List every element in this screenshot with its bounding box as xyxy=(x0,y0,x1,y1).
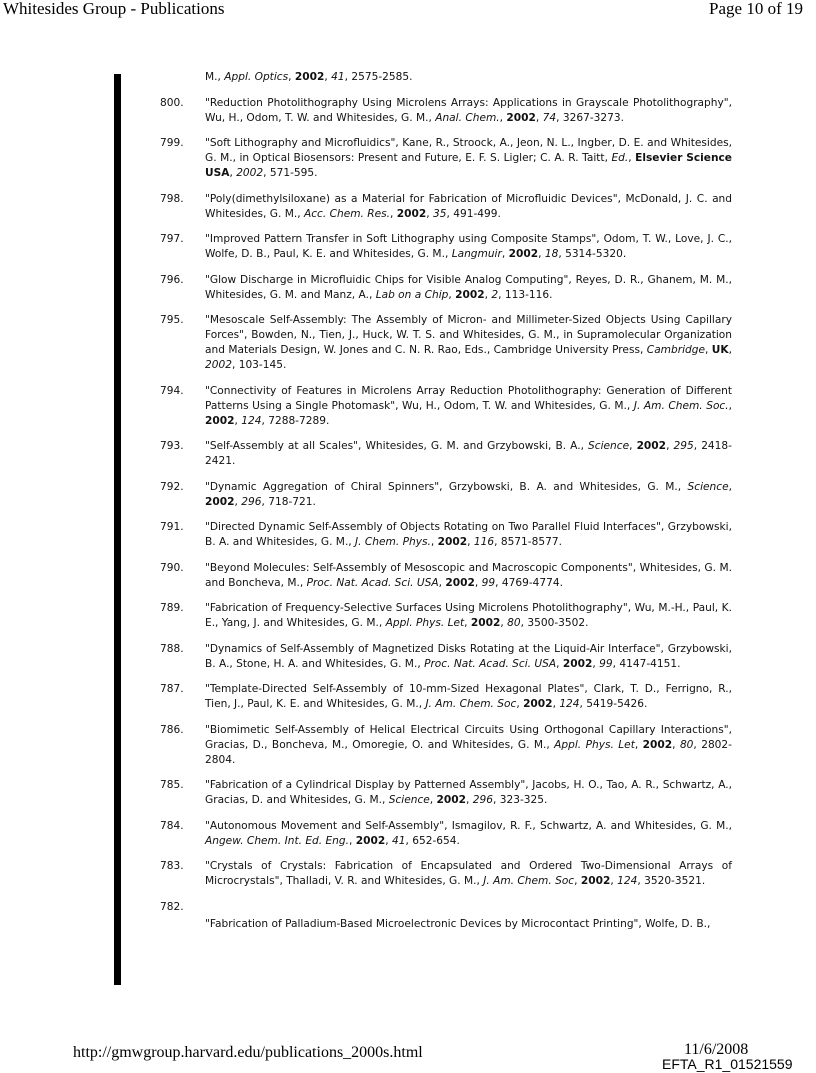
publication-entry xyxy=(160,96,732,126)
entry-volume: 80 xyxy=(507,617,521,629)
entry-journal: Appl. Phys. Let xyxy=(385,617,465,629)
entry-text: "Directed Dynamic Self-Assembly of Objects Rotating on Two Parallel Fluid Interfaces", Grzybowski, B. A. and Whitesides, G. M., xyxy=(205,521,732,548)
entry-text: "Biomimetic Self-Assembly of Helical Electrical Circuits Using Orthogonal Capillary Interactions", Gracias, D., Boncheva, M., Omoregie, O. and Whitesides, G. M., xyxy=(205,723,732,751)
continuation-entry xyxy=(160,70,732,85)
entry-volume: 41 xyxy=(331,71,345,83)
entry-body: "Crystals of Crystals: Fabrication of Encapsulated and Ordered Two-Dimensional Arrays of Microcrystals", Thalladi, V. R. and Whitesides, G. M., J. Am. Chem. Soc, 2002, 124, 3520-3521. xyxy=(205,860,732,887)
entry-journal: Angew. Chem. Int. Ed. Eng. xyxy=(205,834,349,847)
entry-journal: Appl. Optics xyxy=(224,71,289,83)
entry-pages: , 323-325. xyxy=(493,794,548,806)
entry-number: 794. xyxy=(160,384,184,397)
entry-number: 785. xyxy=(160,779,184,791)
entry-journal: Appl. Phys. Let xyxy=(554,738,635,751)
entry-number: 783. xyxy=(160,860,184,872)
publication-entry xyxy=(160,819,732,849)
entry-year: 2002 xyxy=(205,414,235,427)
entry-text: "Beyond Molecules: Self-Assembly of Mesoscopic and Macroscopic Components", Whitesides, G. M. and Boncheva, M., xyxy=(205,561,732,589)
entry-body: "Self-Assembly at all Scales", Whitesides, G. M. and Grzybowski, B. A., Science, 2002, 295, 2418-2421. xyxy=(205,440,732,467)
entry-body: "Fabrication of a Cylindrical Display by Patterned Assembly", Jacobs, H. O., Tao, A. R., Schwartz, A., Gracias, D. and Whitesides, G. M., Science, 2002, 296, 323-325. xyxy=(205,779,732,806)
entry-body: "Directed Dynamic Self-Assembly of Objects Rotating on Two Parallel Fluid Interfaces", Grzybowski, B. A. and Whitesides, G. M., J. Chem. Phys., 2002, 116, 8571-8577. xyxy=(205,521,732,548)
entry-journal: Science xyxy=(388,794,430,806)
entry-publisher: Elsevier Science USA xyxy=(205,152,732,179)
entry-journal: Langmuir xyxy=(451,248,502,260)
entry-sep: , xyxy=(324,71,332,83)
entry-pages: , 652-654. xyxy=(405,834,460,847)
entry-pages: , 103-145. xyxy=(231,359,287,371)
entry-year: 2002 xyxy=(642,738,673,751)
entry-volume: 99 xyxy=(481,576,496,589)
entry-text: "Crystals of Crystals: Fabrication of Encapsulated and Ordered Two-Dimensional Arrays of Microcrystals", Thalladi, V. R. and Whitesides, G. M., xyxy=(205,860,732,887)
publication-entry xyxy=(160,384,732,429)
entry-year: 2002 xyxy=(562,657,593,670)
publication-entry xyxy=(160,313,732,373)
entry-text: "Fabrication of Palladium-Based Microelectronic Devices by Microcontact Printing", Wolfe, D. B., xyxy=(205,917,711,930)
entry-pages: , 2575-2585. xyxy=(344,71,413,83)
entry-body: "Fabrication of Frequency-Selective Surfaces Using Microlens Photolithography", Wu, M.-H., Paul, K. E., Yang, J. and Whitesides, G. M., Appl. Phys. Let, 2002, 80, 3500-3502. xyxy=(205,602,732,629)
entry-volume: 124 xyxy=(617,875,638,887)
entry-pages: , 7288-7289. xyxy=(261,414,330,427)
entry-pages: , 2802-2804. xyxy=(205,738,732,766)
entry-year: 2002 xyxy=(508,248,539,260)
entry-body: "Soft Lithography and Microfluidics", Kane, R., Stroock, A., Jeon, N. L., Ingber, D. E. and Whitesides, G. M., in Optical Biosensors: Present and Future, E. F. S. Ligler; C. A. R. Taitt, Ed., Elsevier Science USA, 2002, 571-595. xyxy=(205,137,732,179)
entry-journal: Acc. Chem. Res. xyxy=(303,207,391,220)
entry-pages: , 491-499. xyxy=(446,207,501,220)
entry-volume: 124 xyxy=(241,414,262,427)
entry-year: 2002 xyxy=(205,359,232,371)
entry-number: 799. xyxy=(160,137,184,149)
entry-journal: Anal. Chem. xyxy=(435,111,500,124)
entry-text: "Glow Discharge in Microfluidic Chips for Visible Analog Computing", Reyes, D. R., Ghanem, M. M., Whitesides, G. M. and Manz, A., xyxy=(205,273,732,301)
entry-journal: Science xyxy=(687,480,729,493)
entry-journal: Lab on a Chip xyxy=(375,288,449,301)
entry-volume: 116 xyxy=(473,536,495,548)
entry-publisher: UK xyxy=(711,344,729,356)
entry-text: "Self-Assembly at all Scales", Whitesides, G. M. and Grzybowski, B. A., xyxy=(205,440,589,452)
entry-year: 2002 xyxy=(636,440,667,452)
publication-entry xyxy=(160,723,732,768)
entry-number: 784. xyxy=(160,819,184,832)
entry-year: 2002 xyxy=(437,536,468,548)
publication-entry xyxy=(160,601,732,631)
entry-number: 790. xyxy=(160,561,184,574)
publication-entry xyxy=(160,778,732,808)
entry-number: 791. xyxy=(160,521,184,533)
entry-year: 2002 xyxy=(355,834,386,847)
entry-body: "Mesoscale Self-Assembly: The Assembly of Micron- and Millimeter-Sized Objects Using Capillary Forces", Bowden, N., Tien, J., Huck, W. T. S. and Whitesides, G. M., in Supramolecular Organization and Materials Design, W. Jones and C. N. R. Rao, Eds., Cambridge University Press, Cambridge, UK, 2002, 103-145. xyxy=(205,314,732,371)
entry-text: "Soft Lithography and Microfluidics", Kane, R., Stroock, A., Jeon, N. L., Ingber, D. E. and Whitesides, G. M., in Optical Biosensors: Present and Future, E. F. S. Ligler; C. A. R. Taitt, xyxy=(205,137,732,164)
entry-text: "Dynamic Aggregation of Chiral Spinners", Grzybowski, B. A. and Whitesides, G. M., xyxy=(205,480,688,493)
publication-entry xyxy=(160,439,732,469)
entry-number: 797. xyxy=(160,233,184,245)
entry-journal: Proc. Nat. Acad. Sci. USA xyxy=(306,576,439,589)
entry-journal: Science xyxy=(588,440,630,452)
entry-volume: 18 xyxy=(544,248,559,260)
entry-year: 2002 xyxy=(445,576,475,589)
entry-pages: , 4769-4774. xyxy=(495,576,563,589)
entry-journal: J. Chem. Phys. xyxy=(355,536,431,548)
entry-pages: , 4147-4151. xyxy=(612,657,681,670)
entry-journal: J. Am. Chem. Soc. xyxy=(633,399,729,412)
entry-journal: J. Am. Chem. Soc xyxy=(483,875,575,887)
entry-text: "Fabrication of a Cylindrical Display by Patterned Assembly", Jacobs, H. O., Tao, A. R., Schwartz, A., Gracias, D. and Whitesides, G. M., xyxy=(205,779,732,806)
entry-pages: , 3520-3521. xyxy=(637,875,706,887)
publication-entry xyxy=(160,136,732,181)
entry-text: "Improved Pattern Transfer in Soft Lithography using Composite Stamps", Odom, T. W., Love, J. C., Wolfe, D. B., Paul, K. E. and Whitesides, G. M., xyxy=(205,233,732,260)
entry-volume: 80 xyxy=(679,738,694,751)
entry-volume: 124 xyxy=(559,698,580,710)
entry-year: 2002 xyxy=(523,698,553,710)
entry-year: 2002 xyxy=(506,111,536,124)
entry-year: 2002 xyxy=(236,167,264,179)
entry-journal: Ed. xyxy=(611,152,629,164)
entry-number: 793. xyxy=(160,440,184,452)
entry-pages: , 3500-3502. xyxy=(520,617,589,629)
entry-pages: , 8571-8577. xyxy=(494,536,562,548)
footer-date: 11/6/2008 xyxy=(684,1041,749,1058)
entry-volume: 99 xyxy=(599,657,613,670)
entry-number: 796. xyxy=(160,273,184,286)
entry-text: "Fabrication of Frequency-Selective Surfaces Using Microlens Photolithography", Wu, M.-H., Paul, K. E., Yang, J. and Whitesides, G. M., xyxy=(205,602,732,629)
entry-body: "Poly(dimethylsiloxane) as a Material for Fabrication of Microfluidic Devices", McDonald, J. C. and Whitesides, G. M., Acc. Chem. Res., 2002, 35, 491-499. xyxy=(205,192,732,220)
entry-pages: , 718-721. xyxy=(261,495,316,508)
entry-number: 792. xyxy=(160,480,184,493)
entry-volume: 74 xyxy=(542,111,557,124)
publication-entry xyxy=(160,232,732,262)
entry-number: 782. xyxy=(160,900,184,913)
entry-pages: , 5419-5426. xyxy=(579,698,648,710)
entry-number: 786. xyxy=(160,723,184,736)
entry-body xyxy=(205,900,732,932)
publication-entry xyxy=(160,642,732,672)
entry-number: 788. xyxy=(160,642,184,655)
revision-bar xyxy=(114,74,121,985)
entry-text: "Poly(dimethylsiloxane) as a Material for Fabrication of Microfluidic Devices", McDonald, J. C. and Whitesides, G. M., xyxy=(205,192,732,220)
entry-body xyxy=(205,70,732,85)
entry-body: "Dynamic Aggregation of Chiral Spinners", Grzybowski, B. A. and Whitesides, G. M., Science, 2002, 296, 718-721. xyxy=(205,480,732,508)
header-title: Whitesides Group - Publications xyxy=(3,0,225,18)
entry-volume: 296 xyxy=(241,495,262,508)
entry-sep: , xyxy=(288,71,295,83)
entry-journal: Cambridge xyxy=(646,344,705,356)
entry-pages: , 2418-2421. xyxy=(205,440,732,467)
entry-pages: , 113-116. xyxy=(498,288,553,301)
publication-list xyxy=(160,70,732,942)
entry-body: "Connectivity of Features in Microlens Array Reduction Photolithography: Generation of Different Patterns Using a Single Photomask", Wu, H., Odom, T. W. and Whitesides, G. M., J. Am. Chem. Soc., 2002, 124, 7288-7289. xyxy=(205,384,732,427)
entry-body: "Template-Directed Self-Assembly of 10-mm-Sized Hexagonal Plates", Clark, T. D., Ferrigno, R., Tien, J., Paul, K. E. and Whitesides, G. M., J. Am. Chem. Soc, 2002, 124, 5419-5426. xyxy=(205,683,732,710)
entry-number: 798. xyxy=(160,192,184,205)
entry-year: 2002 xyxy=(436,794,467,806)
entry-body: "Biomimetic Self-Assembly of Helical Electrical Circuits Using Orthogonal Capillary Interactions", Gracias, D., Boncheva, M., Omoregie, O. and Whitesides, G. M., Appl. Phys. Let, 2002, 80, 2802-2804. xyxy=(205,723,732,766)
entry-year: 2002 xyxy=(470,617,501,629)
publication-entry xyxy=(160,900,732,932)
document-id: EFTA_R1_01521559 xyxy=(662,1056,793,1072)
entry-journal: J. Am. Chem. Soc xyxy=(425,698,517,710)
entry-year: 2002 xyxy=(396,207,427,220)
publication-entry xyxy=(160,520,732,550)
entry-text: "Dynamics of Self-Assembly of Magnetized Disks Rotating at the Liquid-Air Interface", Grzybowski, B. A., Stone, H. A. and Whitesides, G. M., xyxy=(205,642,732,670)
entry-number: 795. xyxy=(160,314,184,326)
entry-body: "Glow Discharge in Microfluidic Chips for Visible Analog Computing", Reyes, D. R., Ghanem, M. M., Whitesides, G. M. and Manz, A., Lab on a Chip, 2002, 2, 113-116. xyxy=(205,273,732,301)
entry-year: 2002 xyxy=(205,495,235,508)
page-number: Page 10 of 19 xyxy=(709,0,803,18)
entry-body: "Improved Pattern Transfer in Soft Lithography using Composite Stamps", Odom, T. W., Love, J. C., Wolfe, D. B., Paul, K. E. and Whitesides, G. M., Langmuir, 2002, 18, 5314-5320. xyxy=(205,233,732,260)
entry-journal: Proc. Nat. Acad. Sci. USA xyxy=(424,657,557,670)
publication-entry xyxy=(160,682,732,712)
entry-number: 800. xyxy=(160,96,184,109)
entry-text: "Reduction Photolithography Using Microlens Arrays: Applications in Grayscale Photolithography", Wu, H., Odom, T. W. and Whitesides, G. M., xyxy=(205,96,732,124)
entry-volume: 35 xyxy=(433,207,447,220)
entry-number: 789. xyxy=(160,602,184,614)
entry-body: "Autonomous Movement and Self-Assembly", Ismagilov, R. F., Schwartz, A. and Whitesides, G. M., Angew. Chem. Int. Ed. Eng., 2002, 41, 652-654. xyxy=(205,819,732,847)
publication-entry xyxy=(160,859,732,889)
entry-volume: 2 xyxy=(491,288,499,301)
entry-year: 2002 xyxy=(455,288,485,301)
entry-text: "Connectivity of Features in Microlens Array Reduction Photolithography: Generation of Different Patterns Using a Single Photomask", Wu, H., Odom, T. W. and Whitesides, G. M., xyxy=(205,384,732,412)
entry-number: 787. xyxy=(160,683,184,695)
entry-text: "Mesoscale Self-Assembly: The Assembly of Micron- and Millimeter-Sized Objects Using Capillary Forces", Bowden, N., Tien, J., Huck, W. T. S. and Whitesides, G. M., in Supramolecular Organization and Materials Design, W. Jones and C. N. R. Rao, Eds., Cambridge University Press, xyxy=(205,314,732,356)
entry-authors: M., xyxy=(205,71,225,83)
entry-volume: 295 xyxy=(673,440,694,452)
entry-number xyxy=(160,70,205,85)
publication-entry xyxy=(160,561,732,591)
entry-volume: 296 xyxy=(472,794,494,806)
entry-pages: , 5314-5320. xyxy=(558,248,627,260)
footer-url: http://gmwgroup.harvard.edu/publications_2000s.html xyxy=(73,1044,423,1061)
entry-pages: , 571-595. xyxy=(263,167,318,179)
publication-entry xyxy=(160,273,732,303)
entry-body: "Reduction Photolithography Using Microlens Arrays: Applications in Grayscale Photolithography", Wu, H., Odom, T. W. and Whitesides, G. M., Anal. Chem., 2002, 74, 3267-3273. xyxy=(205,96,732,124)
entry-text: "Autonomous Movement and Self-Assembly", Ismagilov, R. F., Schwartz, A. and Whitesides, G. M., xyxy=(205,819,732,832)
entry-volume: 41 xyxy=(392,834,406,847)
entry-text: "Template-Directed Self-Assembly of 10-mm-Sized Hexagonal Plates", Clark, T. D., Ferrigno, R., Tien, J., Paul, K. E. and Whitesides, G. M., xyxy=(205,683,732,710)
entry-body: "Dynamics of Self-Assembly of Magnetized Disks Rotating at the Liquid-Air Interface", Grzybowski, B. A., Stone, H. A. and Whitesides, G. M., Proc. Nat. Acad. Sci. USA, 2002, 99, 4147-4151. xyxy=(205,642,732,670)
entry-body: "Beyond Molecules: Self-Assembly of Mesoscopic and Macroscopic Components", Whitesides, G. M. and Boncheva, M., Proc. Nat. Acad. Sci. USA, 2002, 99, 4769-4774. xyxy=(205,561,732,589)
entry-year: 2002 xyxy=(580,875,611,887)
publication-entry xyxy=(160,192,732,222)
entry-year: 2002 xyxy=(294,71,325,83)
entry-pages: , 3267-3273. xyxy=(556,111,625,124)
publication-entry xyxy=(160,480,732,510)
